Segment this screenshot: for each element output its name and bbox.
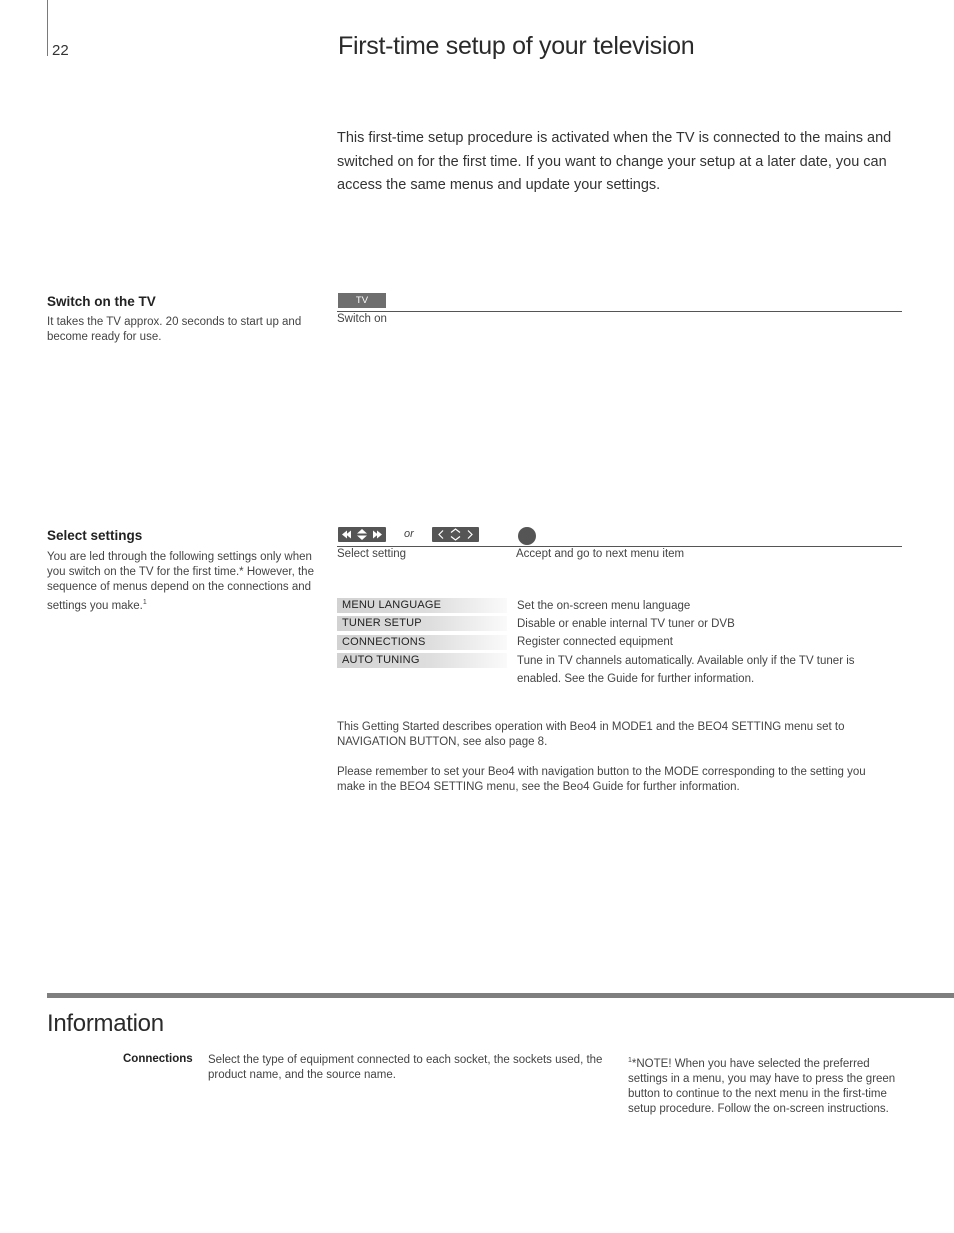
navigation-arrows-icon: [338, 527, 386, 542]
or-label: or: [404, 528, 414, 540]
accept-label: Accept and go to next menu item: [516, 548, 685, 560]
menu-item-menu-language: MENU LANGUAGE: [337, 598, 507, 613]
connections-text: Select the type of equipment connected to each socket, the sockets used, the product name, and the source name.: [208, 1054, 603, 1081]
intro-paragraph: This first-time setup procedure is activated when the TV is connected to the mains and switched on for the first time. If you want to change your setup at a later date, you can access the same menus and update your settings.: [337, 130, 892, 193]
menu-desc-auto-tuning: Tune in TV channels automatically. Available only if the TV tuner is enabled. See the Guide for further information.: [517, 655, 855, 685]
menu-desc-connections: Register connected equipment: [517, 636, 673, 648]
navigation-button-icon: [432, 527, 479, 542]
menu-item-tuner-setup: TUNER SETUP: [337, 616, 507, 631]
footnote-number: 1: [628, 1057, 632, 1064]
information-divider: [47, 993, 954, 998]
select-settings-rule: [337, 546, 902, 547]
switch-on-description: It takes the TV approx. 20 seconds to start up and become ready for use.: [47, 316, 302, 343]
select-settings-heading: Select settings: [47, 528, 143, 543]
connections-label: Connections: [123, 1053, 193, 1065]
footnote: [628, 1053, 903, 1117]
green-button-icon: [518, 527, 536, 545]
switch-on-rule: [337, 311, 902, 312]
information-title: Information: [47, 1010, 164, 1037]
menu-desc-tuner-setup: Disable or enable internal TV tuner or DVB: [517, 618, 735, 630]
menu-item-auto-tuning: AUTO TUNING: [337, 653, 507, 668]
footnote-marker: 1: [142, 599, 147, 606]
page-title: First-time setup of your television: [338, 32, 695, 60]
switch-on-action: Switch on: [337, 313, 387, 325]
select-settings-description: [47, 550, 317, 614]
select-settings-description-text: You are led through the following settings only when you switch on the TV for the first time.* However, the sequence of menus depend on the connections and settings you make.: [47, 551, 314, 612]
footnote-text: *NOTE! When you have selected the preferred settings in a menu, you may have to press the green button to continue to the next menu in the first-time setup procedure. Follow the on-screen instructions.: [628, 1057, 896, 1115]
page-number: 22: [52, 42, 69, 59]
note-beo4-setting: Please remember to set your Beo4 with navigation button to the MODE corresponding to the setting you make in the BEO4 SETTING menu, see the Beo4 Guide for further information.: [337, 766, 866, 793]
menu-item-connections: CONNECTIONS: [337, 635, 507, 650]
note-beo4-mode: This Getting Started describes operation with Beo4 in MODE1 and the BEO4 SETTING menu set to NAVIGATION BUTTON, see also page 8.: [337, 721, 845, 748]
select-setting-label: Select setting: [337, 548, 407, 560]
menu-desc-menu-language: Set the on-screen menu language: [517, 600, 691, 612]
switch-on-heading: Switch on the TV: [47, 294, 156, 309]
margin-line: [47, 0, 48, 56]
tv-key: TV: [338, 293, 386, 308]
